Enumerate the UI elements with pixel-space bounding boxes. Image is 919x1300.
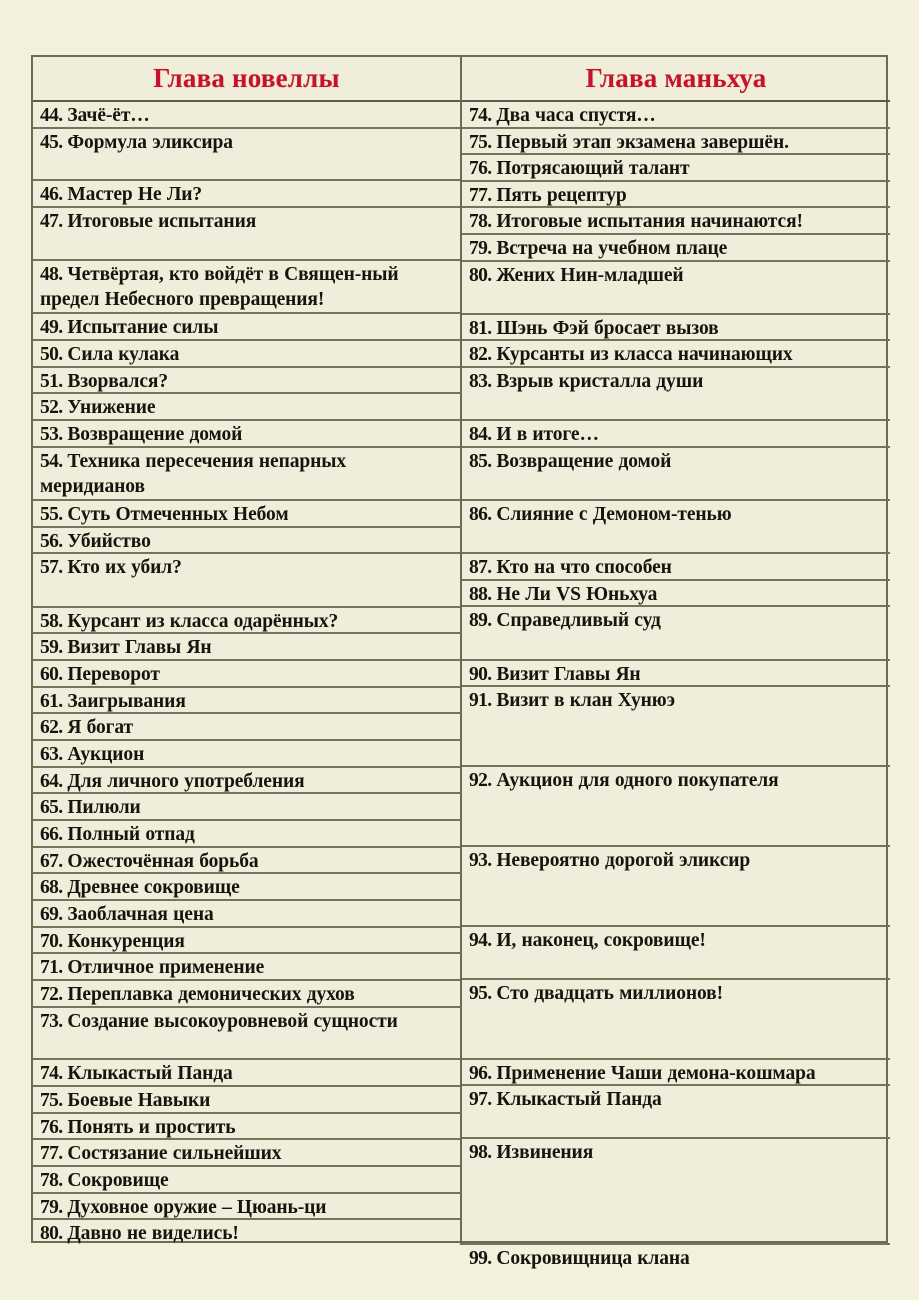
chapter-title: Суть Отмеченных Небом bbox=[67, 504, 289, 525]
chapter-entry bbox=[469, 208, 884, 234]
manhua-chapter-row bbox=[462, 767, 890, 847]
novel-chapter-row bbox=[33, 368, 460, 394]
manhua-chapter-row bbox=[462, 1060, 890, 1086]
manhua-chapter-row bbox=[462, 581, 890, 607]
chapter-entry bbox=[40, 314, 454, 340]
chapter-title: Встреча на учебном плаце bbox=[496, 238, 728, 259]
chapter-title: Клыкастый Панда bbox=[67, 1063, 233, 1084]
chapter-number: 98. bbox=[469, 1142, 497, 1163]
chapter-number: 76. bbox=[469, 158, 497, 179]
manhua-chapter-row bbox=[462, 421, 890, 448]
chapter-title: Заоблачная цена bbox=[67, 904, 214, 925]
chapter-number: 74. bbox=[469, 105, 497, 126]
chapter-number: 67. bbox=[40, 851, 68, 872]
chapter-title: Пять рецептур bbox=[496, 185, 627, 206]
novel-chapter-row bbox=[33, 501, 460, 528]
chapter-number: 80. bbox=[469, 265, 497, 286]
chapter-entry bbox=[469, 581, 884, 607]
chapter-title: Заигрывания bbox=[67, 691, 186, 712]
novel-chapter-row bbox=[33, 874, 460, 901]
manhua-chapter-row bbox=[462, 847, 890, 927]
chapter-entry bbox=[469, 1060, 884, 1086]
chapter-number: 61. bbox=[40, 691, 68, 712]
chapter-number: 77. bbox=[469, 185, 497, 206]
chapter-number: 59. bbox=[40, 637, 68, 658]
chapter-title: Сокровищница клана bbox=[496, 1248, 690, 1269]
manhua-chapter-row bbox=[462, 235, 890, 262]
chapter-entry bbox=[469, 448, 884, 474]
chapter-entry bbox=[40, 874, 454, 900]
chapter-title: Не Ли VS Юньхуа bbox=[496, 584, 658, 605]
chapter-title: Духовное оружие – Цюань-ци bbox=[67, 1197, 327, 1218]
novel-chapter-row bbox=[33, 208, 460, 261]
chapter-entry bbox=[469, 421, 884, 447]
chapter-title: Отличное применение bbox=[67, 957, 265, 978]
chapter-number: 86. bbox=[469, 504, 497, 525]
chapter-title: Ожесточённая борьба bbox=[67, 851, 259, 872]
chapter-entry bbox=[40, 261, 454, 312]
novel-chapter-row bbox=[33, 181, 460, 208]
manhua-chapter-row bbox=[462, 1245, 890, 1271]
chapter-number: 62. bbox=[40, 717, 68, 738]
chapter-title: Формула эликсира bbox=[67, 132, 233, 153]
chapter-entry bbox=[40, 1194, 454, 1220]
novel-chapter-row bbox=[33, 1167, 460, 1194]
chapter-entry bbox=[40, 661, 454, 687]
chapter-number: 87. bbox=[469, 557, 497, 578]
manhua-chapter-row bbox=[462, 687, 890, 767]
chapter-entry bbox=[40, 528, 454, 554]
chapter-number: 72. bbox=[40, 984, 68, 1005]
chapter-entry bbox=[40, 129, 454, 155]
chapter-entry bbox=[469, 129, 884, 155]
chapter-title: Взрыв кристалла души bbox=[496, 371, 704, 392]
chapter-title: Кто их убил? bbox=[67, 557, 182, 578]
chapter-number: 58. bbox=[40, 611, 68, 632]
chapter-title: Визит Главы Ян bbox=[67, 637, 212, 658]
novel-chapter-row bbox=[33, 129, 460, 181]
novel-chapter-row bbox=[33, 421, 460, 448]
chapter-entry bbox=[40, 208, 454, 234]
manhua-chapter-row bbox=[462, 262, 890, 315]
novel-chapter-row bbox=[33, 314, 460, 341]
chapter-number: 79. bbox=[469, 238, 497, 259]
chapter-entry bbox=[40, 1114, 454, 1140]
chapter-number: 44. bbox=[40, 105, 68, 126]
novel-chapter-row bbox=[33, 1008, 460, 1060]
chapter-number: 45. bbox=[40, 132, 68, 153]
chapter-title: Аукцион bbox=[67, 744, 145, 765]
chapter-number: 55. bbox=[40, 504, 68, 525]
chapter-entry bbox=[40, 901, 454, 927]
chapter-entry bbox=[40, 608, 454, 634]
novel-chapter-row bbox=[33, 688, 460, 714]
chapter-title: И, наконец, сокровище! bbox=[496, 930, 706, 951]
chapter-number: 51. bbox=[40, 371, 68, 392]
chapter-title: Сила кулака bbox=[67, 344, 180, 365]
chapter-title: Жених Нин-младшей bbox=[496, 265, 684, 286]
manhua-chapter-row bbox=[462, 341, 890, 368]
chapter-title: Конкуренция bbox=[67, 931, 185, 952]
chapter-entry bbox=[40, 821, 454, 847]
manhua-chapter-row bbox=[462, 448, 890, 501]
chapter-entry bbox=[469, 554, 884, 580]
chapter-number: 65. bbox=[40, 797, 68, 818]
chapter-title: Сокровище bbox=[67, 1170, 169, 1191]
chapter-title: Первый этап экзамена завершён. bbox=[496, 132, 789, 153]
chapter-title: Состязание сильнейших bbox=[67, 1143, 282, 1164]
chapter-number: 88. bbox=[469, 584, 497, 605]
chapter-number: 78. bbox=[469, 211, 497, 232]
chapter-title: Потрясающий талант bbox=[496, 158, 690, 179]
novel-chapter-row bbox=[33, 1220, 460, 1245]
novel-chapter-row bbox=[33, 794, 460, 821]
chapter-number: 76. bbox=[40, 1117, 68, 1138]
chapter-entry bbox=[40, 954, 454, 980]
chapter-number: 89. bbox=[469, 610, 497, 631]
chapter-number: 71. bbox=[40, 957, 68, 978]
novel-chapter-row bbox=[33, 954, 460, 981]
manhua-chapter-row bbox=[462, 927, 890, 980]
chapter-title: Техника пересечения непарных меридианов bbox=[40, 451, 347, 497]
novel-chapter-row bbox=[33, 661, 460, 688]
chapter-number: 92. bbox=[469, 770, 497, 791]
novel-chapter-row bbox=[33, 981, 460, 1008]
manhua-chapter-row bbox=[462, 607, 890, 661]
chapter-entry bbox=[469, 687, 884, 713]
chapter-entry bbox=[40, 341, 454, 367]
chapter-number: 64. bbox=[40, 771, 68, 792]
chapter-number: 90. bbox=[469, 664, 497, 685]
chapter-title: Клыкастый Панда bbox=[496, 1089, 662, 1110]
manhua-chapter-row bbox=[462, 661, 890, 687]
chapter-number: 94. bbox=[469, 930, 497, 951]
chapter-number: 49. bbox=[40, 317, 68, 338]
chapter-title: Возвращение домой bbox=[496, 451, 672, 472]
chapter-number: 69. bbox=[40, 904, 68, 925]
novel-chapter-row bbox=[33, 848, 460, 874]
chapter-comparison-table bbox=[31, 55, 888, 1269]
chapter-title: Взорвался? bbox=[67, 371, 169, 392]
chapter-number: 79. bbox=[40, 1197, 68, 1218]
chapter-entry bbox=[40, 421, 454, 447]
chapter-title: Понять и простить bbox=[67, 1117, 236, 1138]
chapter-title: Унижение bbox=[67, 397, 156, 418]
novel-chapter-row bbox=[33, 634, 460, 661]
chapter-entry bbox=[469, 368, 884, 394]
chapter-number: 81. bbox=[469, 318, 497, 339]
chapter-title: Создание высокоуровневой сущности bbox=[67, 1011, 398, 1032]
chapter-entry bbox=[40, 768, 454, 794]
chapter-entry bbox=[469, 262, 884, 288]
chapter-title: Сто двадцать миллионов! bbox=[496, 983, 723, 1004]
chapter-entry bbox=[469, 767, 884, 793]
chapter-title: Возвращение домой bbox=[67, 424, 243, 445]
chapter-entry bbox=[469, 661, 884, 687]
chapter-entry bbox=[469, 847, 884, 873]
novel-chapter-row bbox=[33, 554, 460, 608]
chapter-title: Справедливый суд bbox=[496, 610, 661, 631]
chapter-entry bbox=[469, 235, 884, 261]
novel-chapter-row bbox=[33, 341, 460, 368]
novel-chapter-row bbox=[33, 821, 460, 848]
chapter-title: Четвёртая, кто войдёт в Священ-ный предел Небесного превращения! bbox=[40, 264, 399, 310]
chapter-entry bbox=[40, 928, 454, 954]
chapter-entry bbox=[469, 1086, 884, 1112]
chapter-number: 96. bbox=[469, 1063, 497, 1084]
novel-chapter-row bbox=[33, 714, 460, 741]
chapter-entry bbox=[469, 341, 884, 367]
novel-chapter-row bbox=[33, 768, 460, 794]
chapter-entry bbox=[40, 1060, 454, 1086]
chapter-entry bbox=[40, 1167, 454, 1193]
chapter-number: 56. bbox=[40, 531, 68, 552]
chapter-number: 46. bbox=[40, 184, 68, 205]
novel-chapter-row bbox=[33, 261, 460, 314]
chapter-number: 84. bbox=[469, 424, 497, 445]
chapter-entry bbox=[40, 794, 454, 820]
chapter-entry bbox=[40, 501, 454, 527]
novel-chapter-row bbox=[33, 394, 460, 421]
chapter-title: Испытание силы bbox=[67, 317, 219, 338]
manhua-chapter-row bbox=[462, 102, 890, 129]
chapter-entry bbox=[40, 688, 454, 714]
chapter-title: Древнее сокровище bbox=[67, 877, 240, 898]
chapter-entry bbox=[40, 368, 454, 394]
chapter-number: 66. bbox=[40, 824, 68, 845]
chapter-entry bbox=[40, 448, 454, 499]
manhua-chapter-row bbox=[462, 980, 890, 1060]
manhua-chapter-column bbox=[462, 102, 890, 1269]
chapter-entry bbox=[469, 1139, 884, 1165]
novel-chapter-row bbox=[33, 528, 460, 554]
chapter-title: Я богат bbox=[67, 717, 134, 738]
chapter-entry bbox=[40, 848, 454, 874]
chapter-number: 74. bbox=[40, 1063, 68, 1084]
novel-chapter-row bbox=[33, 928, 460, 954]
manhua-chapter-row bbox=[462, 554, 890, 581]
chapter-entry bbox=[469, 182, 884, 208]
chapter-title: Итоговые испытания начинаются! bbox=[496, 211, 803, 232]
chapter-number: 70. bbox=[40, 931, 68, 952]
chapter-entry bbox=[469, 607, 884, 633]
chapter-title: Слияние с Демоном-тенью bbox=[496, 504, 732, 525]
chapter-entry bbox=[40, 394, 454, 420]
chapter-entry bbox=[40, 1087, 454, 1113]
novel-chapter-row bbox=[33, 1194, 460, 1220]
chapter-number: 95. bbox=[469, 983, 497, 1004]
novel-chapter-row bbox=[33, 448, 460, 501]
chapter-number: 83. bbox=[469, 371, 497, 392]
chapter-number: 97. bbox=[469, 1089, 497, 1110]
manhua-chapter-row bbox=[462, 501, 890, 554]
chapter-number: 91. bbox=[469, 690, 497, 711]
chapter-number: 75. bbox=[40, 1090, 68, 1111]
chapter-entry bbox=[40, 181, 454, 207]
novel-chapter-row bbox=[33, 1140, 460, 1167]
chapter-title: Переворот bbox=[67, 664, 160, 685]
chapter-entry bbox=[40, 102, 454, 128]
novel-chapter-row bbox=[33, 102, 460, 129]
chapter-entry bbox=[40, 714, 454, 740]
chapter-title: Боевые Навыки bbox=[67, 1090, 211, 1111]
chapter-title: Визит в клан Хунюэ bbox=[496, 690, 675, 711]
chapter-number: 77. bbox=[40, 1143, 68, 1164]
chapter-number: 93. bbox=[469, 850, 497, 871]
chapter-title: Аукцион для одного покупателя bbox=[496, 770, 779, 791]
chapter-entry bbox=[469, 501, 884, 527]
chapter-title: Зачё-ёт… bbox=[67, 105, 150, 126]
chapter-entry bbox=[40, 981, 454, 1007]
chapter-number: 54. bbox=[40, 451, 68, 472]
chapter-title: Применение Чаши демона-кошмара bbox=[496, 1063, 816, 1084]
novel-chapter-row bbox=[33, 901, 460, 928]
chapter-entry bbox=[469, 1245, 884, 1271]
chapter-title: Два часа спустя… bbox=[496, 105, 656, 126]
chapter-number: 52. bbox=[40, 397, 68, 418]
chapter-title: Извинения bbox=[496, 1142, 594, 1163]
chapter-number: 78. bbox=[40, 1170, 68, 1191]
chapter-number: 50. bbox=[40, 344, 68, 365]
novel-chapter-column bbox=[33, 102, 460, 1245]
chapter-title: Шэнь Фэй бросает вызов bbox=[496, 318, 719, 339]
chapter-number: 80. bbox=[40, 1223, 68, 1244]
table-frame bbox=[31, 55, 888, 1269]
chapter-title: Курсанты из класса начинающих bbox=[496, 344, 793, 365]
novel-chapter-row bbox=[33, 1087, 460, 1114]
manhua-chapter-row bbox=[462, 208, 890, 235]
chapter-entry bbox=[40, 554, 454, 580]
chapter-entry bbox=[40, 1140, 454, 1166]
chapter-title: Давно не виделись! bbox=[67, 1223, 239, 1244]
chapter-entry bbox=[469, 927, 884, 953]
manhua-chapter-row bbox=[462, 315, 890, 341]
novel-chapter-row bbox=[33, 608, 460, 634]
manhua-chapter-row bbox=[462, 182, 890, 208]
chapter-title: Убийство bbox=[67, 531, 151, 552]
manhua-chapter-row bbox=[462, 368, 890, 421]
chapter-number: 47. bbox=[40, 211, 68, 232]
chapter-number: 68. bbox=[40, 877, 68, 898]
chapter-title: Курсант из класса одарённых? bbox=[67, 611, 339, 632]
chapter-number: 75. bbox=[469, 132, 497, 153]
chapter-entry bbox=[40, 634, 454, 660]
novel-chapter-row bbox=[33, 741, 460, 768]
chapter-title: Для личного употребления bbox=[67, 771, 305, 792]
chapter-title: Итоговые испытания bbox=[67, 211, 257, 232]
chapter-number: 57. bbox=[40, 557, 68, 578]
novel-chapter-row bbox=[33, 1060, 460, 1087]
novel-chapter-row bbox=[33, 1114, 460, 1140]
chapter-number: 63. bbox=[40, 744, 68, 765]
chapter-number: 53. bbox=[40, 424, 68, 445]
chapter-entry bbox=[469, 315, 884, 341]
chapter-title: И в итоге… bbox=[496, 424, 599, 445]
chapter-title: Полный отпад bbox=[67, 824, 195, 845]
column-header-novel: Глава новеллы bbox=[153, 63, 340, 93]
chapter-title: Мастер Не Ли? bbox=[67, 184, 203, 205]
chapter-entry bbox=[469, 155, 884, 181]
chapter-title: Визит Главы Ян bbox=[496, 664, 641, 685]
chapter-number: 73. bbox=[40, 1011, 68, 1032]
chapter-entry bbox=[40, 741, 454, 767]
chapter-number: 85. bbox=[469, 451, 497, 472]
manhua-chapter-row bbox=[462, 129, 890, 155]
manhua-chapter-row bbox=[462, 155, 890, 182]
chapter-title: Кто на что способен bbox=[496, 557, 672, 578]
manhua-chapter-row bbox=[462, 1139, 890, 1245]
chapter-entry bbox=[469, 980, 884, 1006]
chapter-number: 60. bbox=[40, 664, 68, 685]
chapter-entry bbox=[469, 102, 884, 128]
column-header-manhua: Глава маньхуа bbox=[585, 63, 767, 93]
chapter-title: Пилюли bbox=[67, 797, 141, 818]
chapter-entry bbox=[40, 1008, 454, 1034]
chapter-entry bbox=[40, 1220, 454, 1245]
chapter-title: Переплавка демонических духов bbox=[67, 984, 355, 1005]
chapter-number: 82. bbox=[469, 344, 497, 365]
chapter-number: 99. bbox=[469, 1248, 497, 1269]
chapter-title: Невероятно дорогой эликсир bbox=[496, 850, 751, 871]
manhua-chapter-row bbox=[462, 1086, 890, 1139]
chapter-number: 48. bbox=[40, 264, 68, 285]
